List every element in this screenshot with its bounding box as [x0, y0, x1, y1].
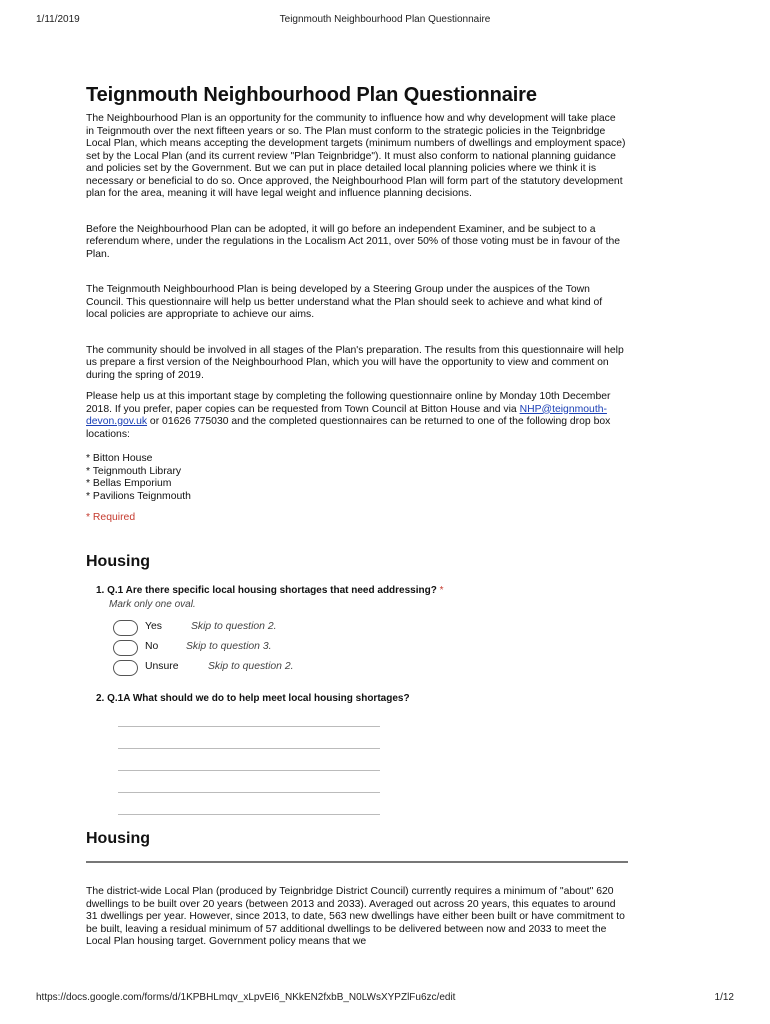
- radio-oval[interactable]: [113, 620, 138, 636]
- help-text-after-link: or 01626 775030 and the completed questionnaires can be returned to one of the following drop box locations:: [86, 416, 611, 440]
- list-item: * Teignmouth Library: [86, 465, 182, 477]
- intro-paragraph-2: Before the Neighbourhood Plan can be adopted, it will go before an independent Examiner, and be subject to a referendum where, under the regulations in the Localism Act 2011, over 50% of those voting must be in favour of the Plan.: [86, 223, 621, 260]
- option-label: No: [145, 641, 159, 652]
- housing-paragraph: The district-wide Local Plan (produced by Teignbridge District Council) currently requires a minimum of "about" 620 dwellings to be built over 20 years (between 2013 and 2033). Averaged out across 20 years, this equates to around 31 dwellings per year. However, since 2013, to date, 563 new dwellings have either been built or have commitment to be built, leaving a residual minimum of 57 additional dwellings to be delivered between now and 2033 to meet the Local Plan housing target. Government policy means that we: [86, 886, 625, 947]
- question-hint: Mark only one oval.: [109, 599, 196, 610]
- list-item: * Pavilions Teignmouth: [86, 490, 191, 502]
- skip-note: Skip to question 3.: [186, 641, 272, 652]
- required-star: *: [439, 585, 444, 596]
- page-number: 1/12: [714, 992, 734, 1003]
- intro-paragraph-4: The community should be involved in all stages of the Plan's preparation. The results from this questionnaire will help us prepare a first version of the Neighbourhood Plan, which you will have the opportunity to view and comment on during the spring of 2019.: [86, 344, 624, 381]
- section-title-housing: Housing: [86, 553, 150, 570]
- option-label: Yes: [145, 621, 162, 632]
- question-title: [96, 585, 626, 596]
- question-1: [96, 585, 626, 679]
- email-link[interactable]: NHP@teignmouth-devon.gov.uk: [86, 403, 607, 427]
- print-footer: [36, 992, 734, 1006]
- question-2: [96, 693, 626, 815]
- option-label: Unsure: [145, 661, 179, 672]
- skip-note: Skip to question 2.: [191, 621, 277, 632]
- help-paragraph: [86, 391, 626, 441]
- form-title: Teignmouth Neighbourhood Plan Questionnaire: [86, 84, 537, 106]
- section-title-housing-2: Housing: [86, 830, 150, 847]
- drop-box-list: [86, 453, 626, 503]
- help-text-before-link: Please help us at this important stage by completing the following questionnaire online by Monday 10th December 2018. If you prefer, paper copies can be requested from Town Council at Bitton House and via: [86, 391, 611, 415]
- question-number: 1.: [96, 585, 105, 596]
- print-date: 1/11/2019: [36, 14, 80, 25]
- option-unsure[interactable]: [96, 659, 626, 679]
- required-note: * Required: [86, 512, 136, 523]
- skip-note: Skip to question 2.: [208, 661, 294, 672]
- question-title: [96, 693, 626, 704]
- intro-paragraph-3: The Teignmouth Neighbourhood Plan is being developed by a Steering Group under the auspices of the Town Council. This questionnaire will help us better understand what the Plan should seek to achieve and what kind of local policies are appropriate to achieve our aims.: [86, 284, 603, 320]
- question-number: 2.: [96, 693, 105, 704]
- radio-oval[interactable]: [113, 640, 138, 656]
- intro-paragraph-1: The Neighbourhood Plan is an opportunity for the community to influence how and why development will take place in Teignmouth over the next fifteen years or so. The Plan must conform to the strategic policies in the Teignbridge Local Plan, which means accepting the development targets (minimum numbers of dwellings and employment space) set by the Local Plan (and its current review "Plan Teignbridge"). It must also conform to national planning guidance and policies set by the Government. But we can put in place detailed local planning policies where we think it is necessary or beneficial to do so. Once approved, the Neighbourhood Plan will form part of the statutory development plan for the area, meaning it will have legal weight and influence planning decisions.: [86, 113, 626, 199]
- list-item: * Bellas Emporium: [86, 478, 172, 489]
- print-title: Teignmouth Neighbourhood Plan Questionnaire: [279, 14, 491, 25]
- radio-oval[interactable]: [113, 660, 138, 676]
- option-no[interactable]: [96, 639, 626, 659]
- question-text: Q.1 Are there specific local housing shortages that need addressing?: [107, 585, 437, 596]
- print-url: https://docs.google.com/forms/d/1KPBHLmqv_xLpvEI6_NKkEN2fxbB_N0LWsXYPZlFu6zc/edit: [36, 992, 456, 1003]
- print-header: [36, 14, 734, 28]
- list-item: * Bitton House: [86, 453, 153, 464]
- option-yes[interactable]: [96, 619, 626, 639]
- question-text: Q.1A What should we do to help meet local housing shortages?: [107, 693, 410, 704]
- answer-area[interactable]: [96, 726, 626, 815]
- form-content: [86, 84, 626, 949]
